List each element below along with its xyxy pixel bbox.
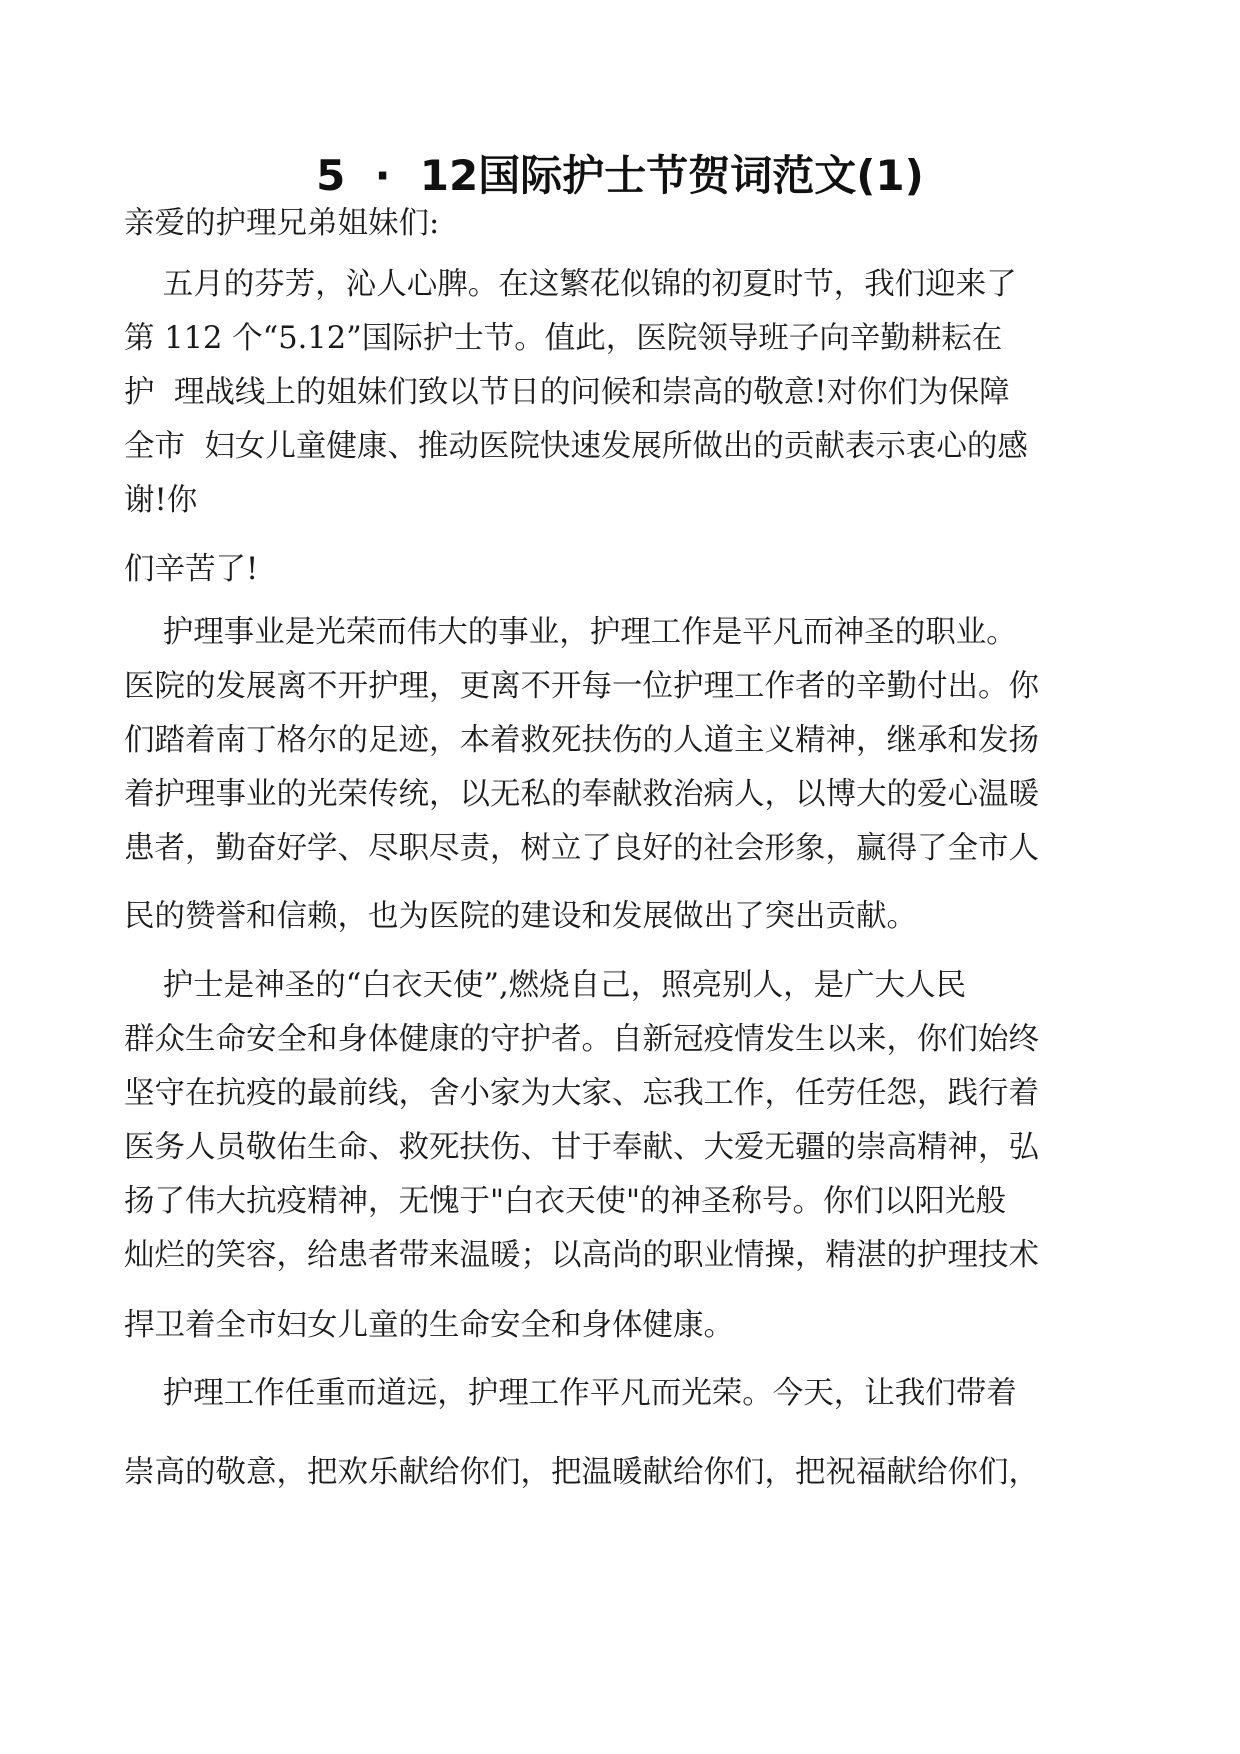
text-line: 群众生命安全和身体健康的守护者。自新冠疫情发生以来，你们始终 bbox=[124, 1022, 1039, 1057]
text-line: 医院的发展离不开护理，更离不开每一位护理工作者的辛勤付出。你 bbox=[124, 669, 1039, 704]
text-line: 们辛苦了! bbox=[124, 552, 259, 587]
text-line: 灿烂的笑容，给患者带来温暖；以高尚的职业情操，精湛的护理技术 bbox=[124, 1238, 1039, 1273]
text-line: 护理事业是光荣而伟大的事业，护理工作是平凡而神圣的职业。 bbox=[124, 615, 1017, 650]
text-line: 着护理事业的光荣传统，以无私的奉献救治病人，以博大的爱心温暖 bbox=[124, 777, 1039, 812]
text-line: 护理工作任重而道远，护理工作平凡而光荣。今天，让我们带着 bbox=[124, 1376, 1017, 1411]
text-line: 崇高的敬意，把欢乐献给你们，把温暖献给你们，把祝福献给你们， bbox=[124, 1455, 1039, 1490]
text-line: 五月的芬芳，沁人心脾。在这繁花似锦的初夏时节，我们迎来了 bbox=[124, 267, 1017, 302]
text-line: 谢!你 bbox=[124, 483, 198, 518]
text-line: 第 112 个“5.12”国际护士节。值此，医院领导班子向辛勤耕耘在 bbox=[124, 321, 1003, 356]
text-line: 患者，勤奋好学、尽职尽责，树立了良好的社会形象，赢得了全市人 bbox=[124, 831, 1039, 866]
text-line: 民的赞誉和信赖，也为医院的建设和发展做出了突出贡献。 bbox=[124, 899, 917, 934]
text-line: 们踏着南丁格尔的足迹，本着救死扶伤的人道主义精神，继承和发扬 bbox=[124, 723, 1039, 758]
text-line: 护 理战线上的姐妹们致以节日的问候和崇高的敬意!对你们为保障 bbox=[124, 375, 1010, 410]
text-line: 捍卫着全市妇女儿童的生命安全和身体健康。 bbox=[124, 1308, 734, 1343]
text-line: 亲爱的护理兄弟姐妹们: bbox=[124, 206, 440, 241]
text-line: 全市 妇女儿童健康、推动医院快速发展所做出的贡献表示衷心的感 bbox=[124, 429, 1028, 464]
text-line: 坚守在抗疫的最前线，舍小家为大家、忘我工作，任劳任怨，践行着 bbox=[124, 1076, 1039, 1111]
text-line: 护士是神圣的“白衣天使”,燃烧自己，照亮别人，是广大人民 bbox=[124, 968, 967, 1003]
text-line: 医务人员敬佑生命、救死扶伤、甘于奉献、大爱无疆的崇高精神，弘 bbox=[124, 1130, 1039, 1165]
document-title: 5 · 12国际护士节贺词范文(1) bbox=[316, 151, 924, 200]
text-line: 扬了伟大抗疫精神，无愧于"白衣天使"的神圣称号。你们以阳光般 bbox=[124, 1184, 1007, 1219]
